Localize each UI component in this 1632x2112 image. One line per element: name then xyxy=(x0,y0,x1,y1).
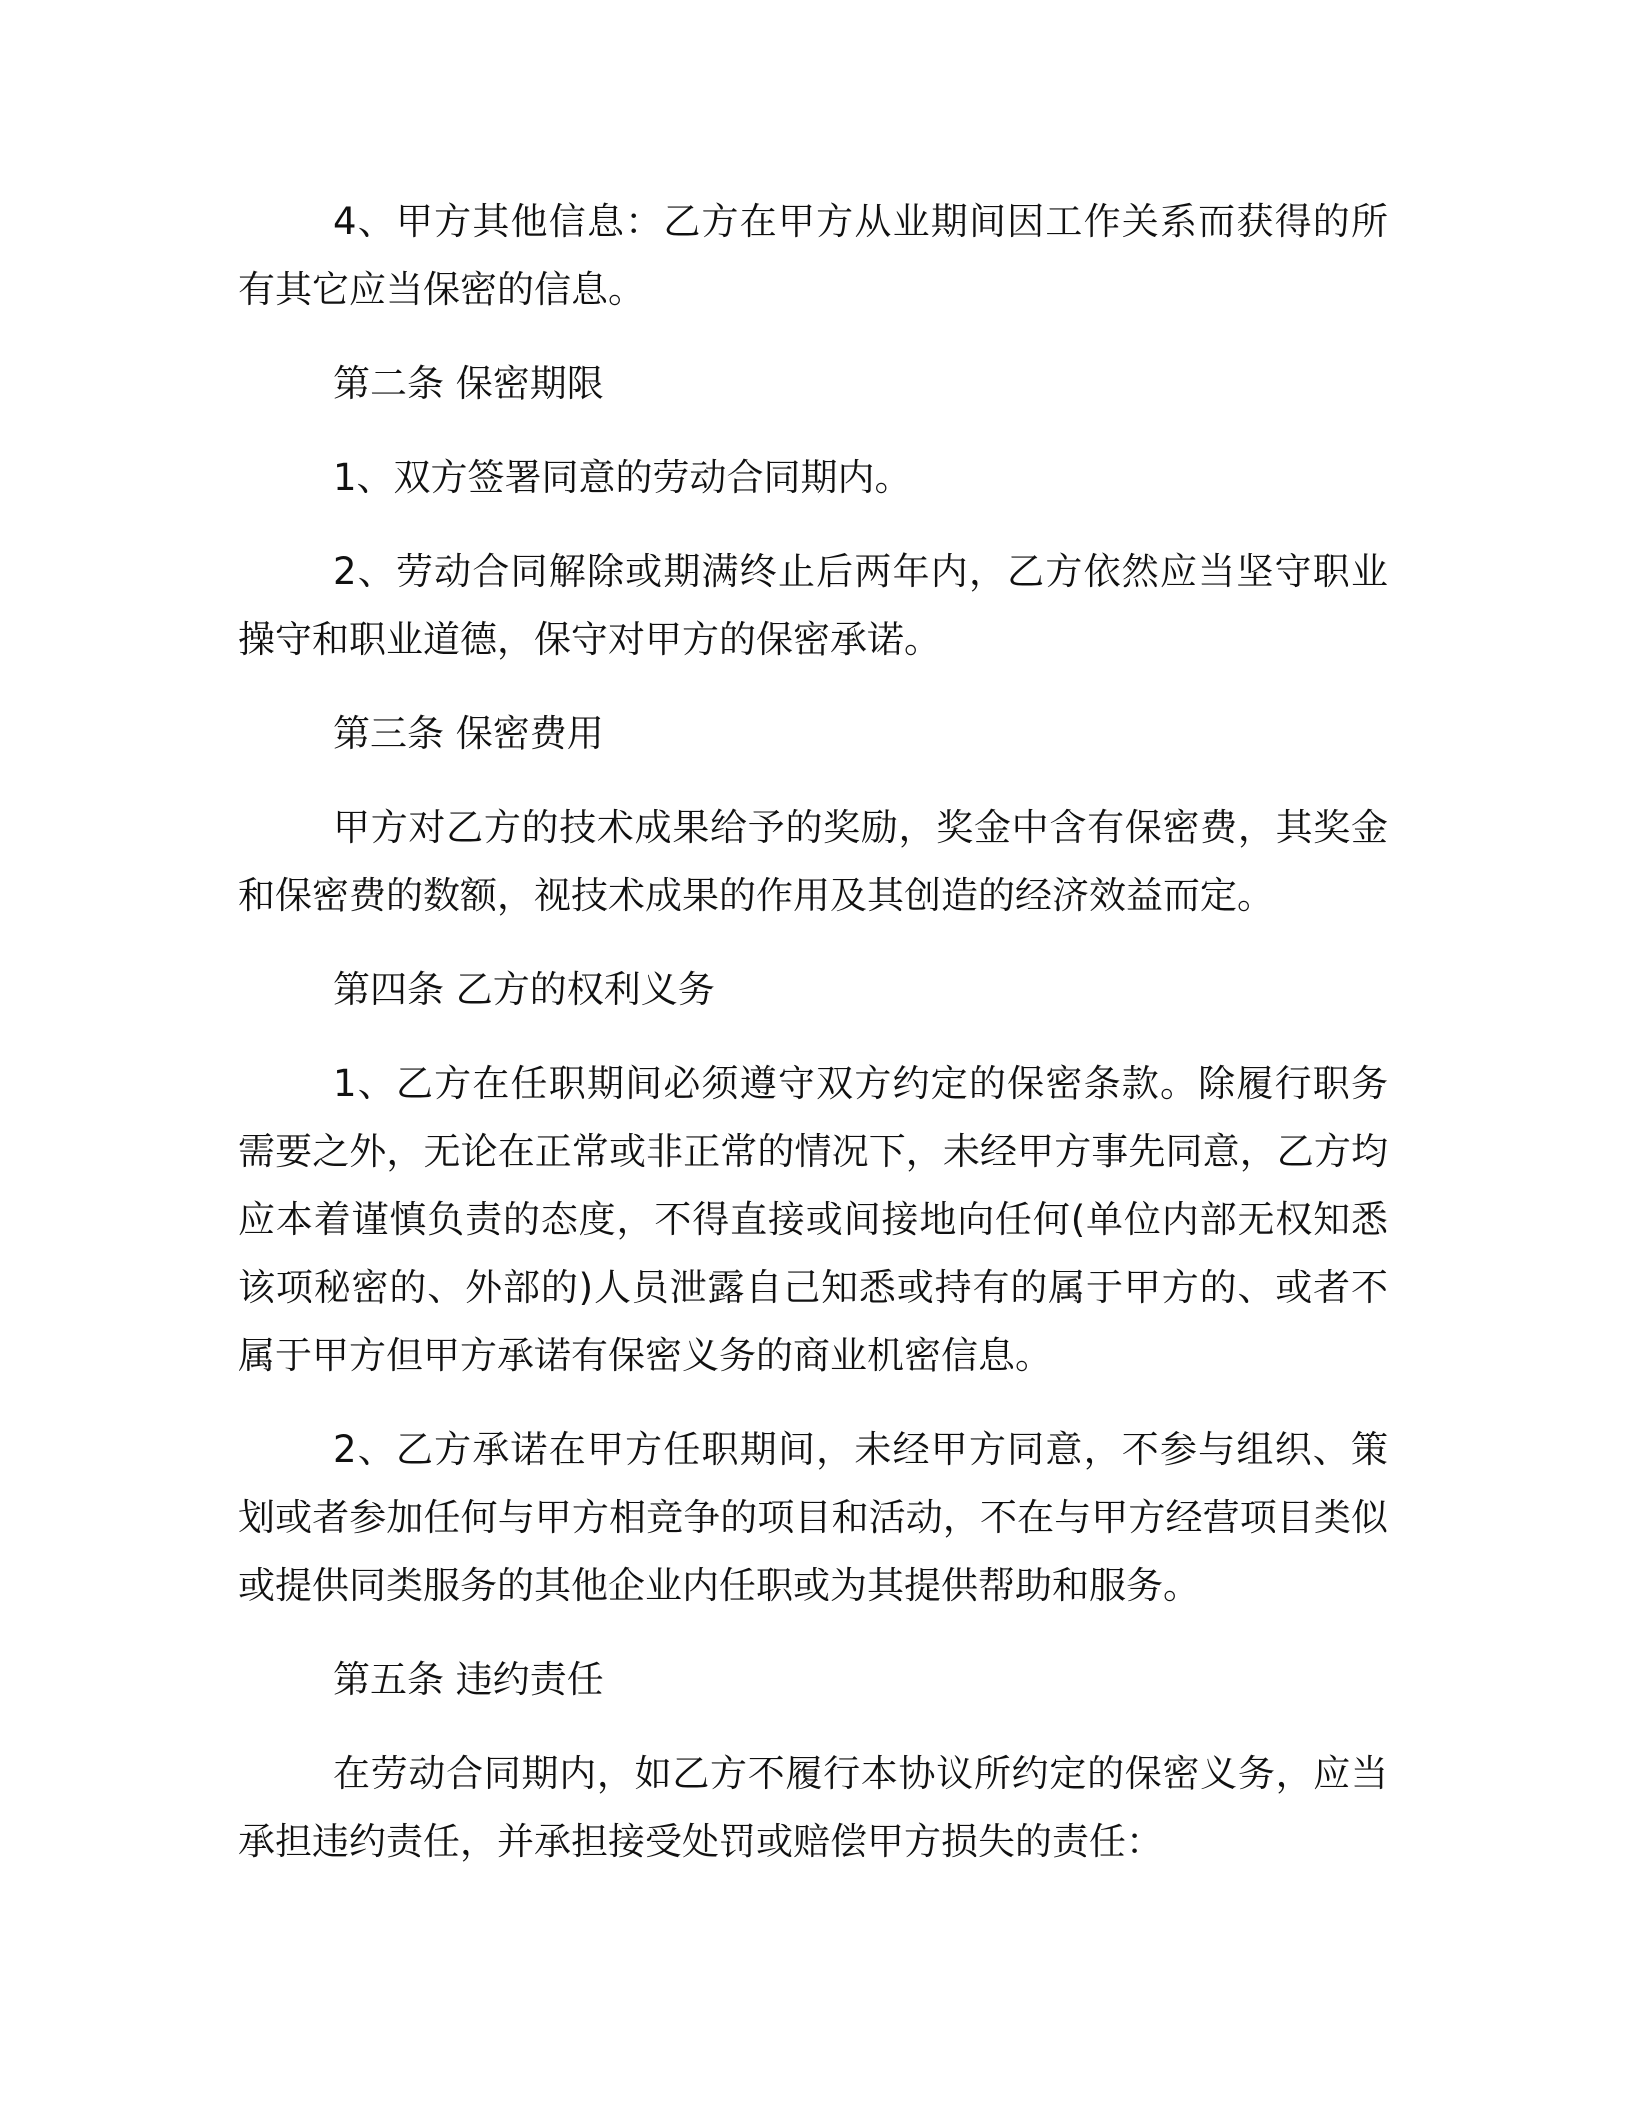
document-body xyxy=(238,188,1388,1902)
article-2-heading: 第二条 保密期限 xyxy=(333,362,604,405)
article-4-heading: 第四条 乙方的权利义务 xyxy=(333,968,715,1011)
clause-item-4-other-info: 4、甲方其他信息：乙方在甲方从业期间因工作关系而获得的所有其它应当保密的信息。 xyxy=(238,200,1388,311)
article-5-heading: 第五条 违约责任 xyxy=(333,1658,604,1701)
article-4-item-1: 1、乙方在任职期间必须遵守双方约定的保密条款。除履行职务需要之外，无论在正常或非正常的情况下，未经甲方事先同意，乙方均应本着谨慎负责的态度，不得直接或间接地向任何(单位内部无权知悉该项秘密的、外部的)人员泄露自己知悉或持有的属于甲方的、或者不属于甲方但甲方承诺有保密义务的商业机密信息。 xyxy=(238,1062,1388,1377)
article-3-body: 甲方对乙方的技术成果给予的奖励，奖金中含有保密费，其奖金和保密费的数额，视技术成果的作用及其创造的经济效益而定。 xyxy=(238,806,1388,917)
article-2-item-2: 2、劳动合同解除或期满终止后两年内，乙方依然应当坚守职业操守和职业道德，保守对甲方的保密承诺。 xyxy=(238,550,1388,661)
article-5-body: 在劳动合同期内，如乙方不履行本协议所约定的保密义务，应当承担违约责任，并承担接受处罚或赔偿甲方损失的责任： xyxy=(238,1752,1388,1863)
article-2-item-1: 1、双方签署同意的劳动合同期内。 xyxy=(333,456,912,499)
article-4-item-2: 2、乙方承诺在甲方任职期间，未经甲方同意，不参与组织、策划或者参加任何与甲方相竞争的项目和活动，不在与甲方经营项目类似或提供同类服务的其他企业内任职或为其提供帮助和服务。 xyxy=(238,1428,1388,1607)
article-3-heading: 第三条 保密费用 xyxy=(333,712,604,755)
